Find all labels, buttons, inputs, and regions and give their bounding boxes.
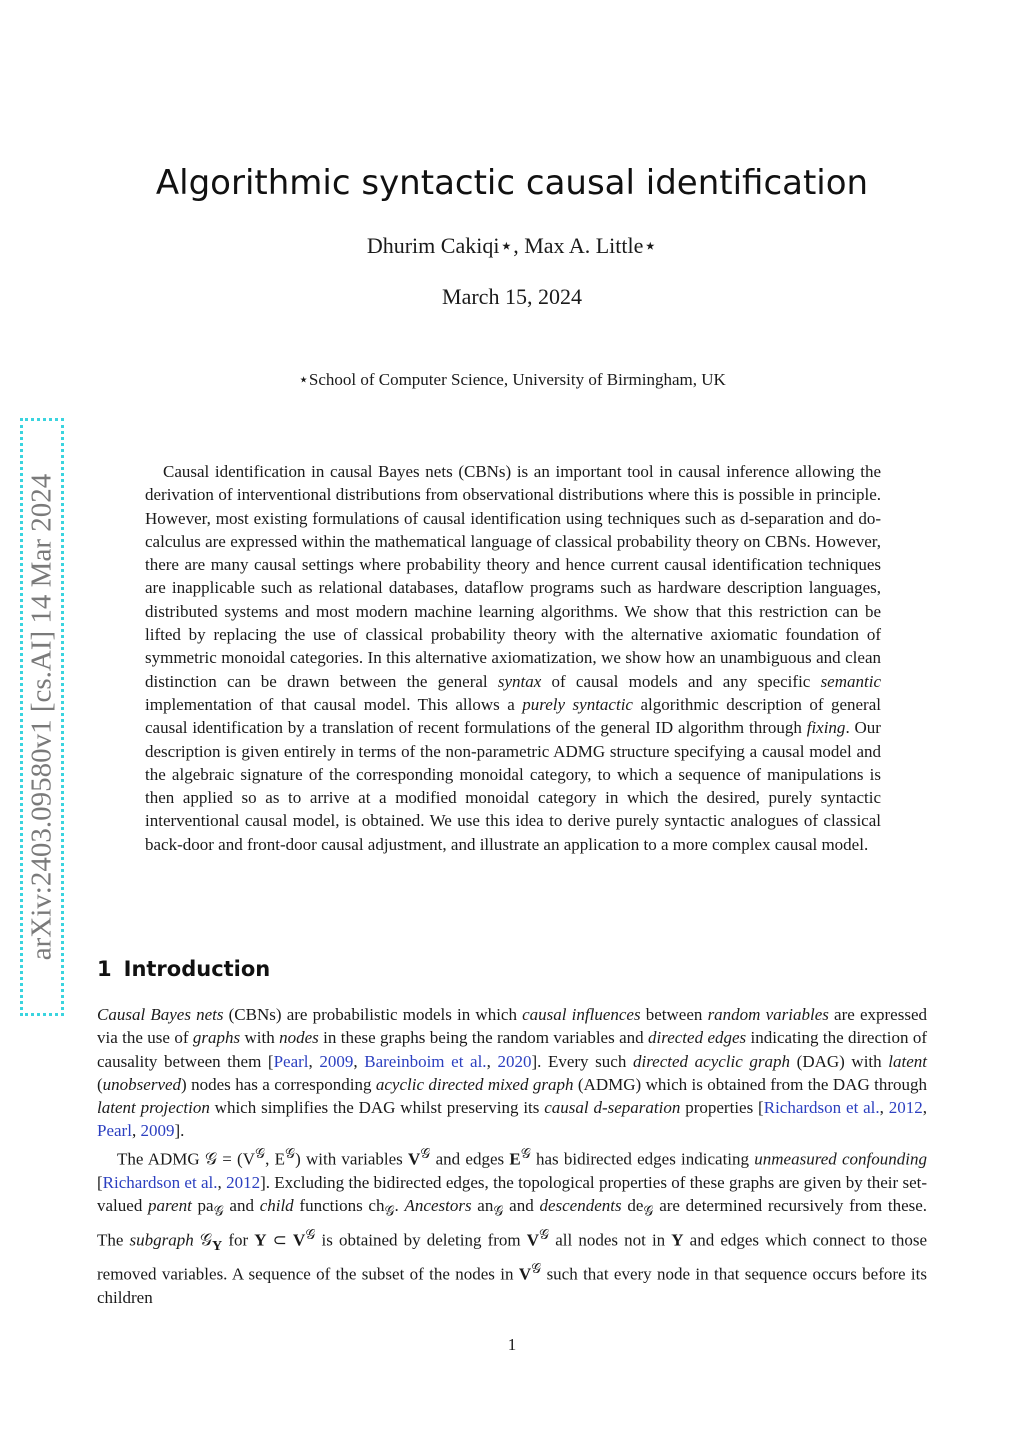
intro-paragraph-1: Causal Bayes nets (CBNs) are probabilistic models in which causal influences between random variables are expressed via the use of graphs with nodes in these graphs being the random variables and directed edges indicating the direction of causality between them [Pearl, 2009, Bareinboim et al., 2020]. Every such directed acyclic graph (DAG) with latent (unobserved) nodes has a corresponding acyclic directed mixed graph (ADMG) which is obtained from the DAG through latent projection which simplifies the DAG whilst preserving its causal d-separation properties [Richardson et al., 2012, Pearl, 2009]. xyxy=(97,1005,928,1141)
citation-link[interactable]: Richardson et al. xyxy=(102,1172,218,1192)
section-title: Introduction xyxy=(123,957,271,981)
arxiv-stamp-text: arXiv:2403.09580v1 [cs.AI] 14 Mar 2024 xyxy=(25,473,58,961)
citation-link[interactable]: Bareinboim et al. xyxy=(364,1051,487,1071)
citation-link[interactable]: 2009 xyxy=(140,1121,175,1141)
section-heading-introduction xyxy=(97,957,282,981)
citation-link[interactable]: Pearl xyxy=(273,1051,309,1071)
page-number: 1 xyxy=(507,1335,517,1354)
paper-authors: Dhurim Cakiqi⋆, Max A. Little⋆ xyxy=(366,233,658,258)
paper-title: Algorithmic syntactic causal identification xyxy=(155,163,869,203)
citation-link[interactable]: 2020 xyxy=(497,1051,532,1071)
citation-link[interactable]: Pearl xyxy=(97,1121,132,1141)
citation-link[interactable]: 2012 xyxy=(226,1172,261,1192)
paper-affiliation: ⋆School of Computer Science, University of Birmingham, UK xyxy=(298,370,726,389)
intro-paragraph-2: The ADMG 𝒢 = ($V^𝒢$, $E^𝒢$) with variables $V^𝒢$ and edges $E^𝒢$ has bidirected edges indicating unmeasured confounding [Richardson et al., 2012]. Excluding the bidirected edges, the topological properties of these graphs are given by their set-valued parent $pa_𝒢$ and child functions $ch_𝒢$. Ancestors $an_𝒢$ and descendents $de_𝒢$ are determined recursively from these. The subgraph 𝒢$_Y$ for Y ⊂ $V^𝒢$ is obtained by deleting from $V^𝒢$ all nodes not in Y and edges which connect to those removed variables. A sequence of the subset of the nodes in $V^𝒢$ such that every node in that sequence occurs before its children xyxy=(97,1145,928,1308)
citation-link[interactable]: 2012 xyxy=(888,1098,923,1118)
citation-link[interactable]: Richardson et al. xyxy=(763,1098,880,1118)
section-number: 1 xyxy=(97,957,112,981)
abstract-paragraph: Causal identification in causal Bayes nets (CBNs) is an important tool in causal inference allowing the derivation of interventional distributions from observational distributions where this is possible in principle. However, most existing formulations of causal identification using techniques such as d-separation and do-calculus are expressed within the mathematical language of classical probability theory on CBNs. However, there are many causal settings where probability theory and hence current causal identification techniques are inapplicable such as relational databases, dataflow programs such as hardware description languages, distributed systems and most modern machine learning algorithms. We show that this restriction can be lifted by replacing the use of classical probability theory with the alternative axiomatic foundation of symmetric monoidal categories. In this alternative axiomatization, we show how an unambiguous and clean distinction can be drawn between the general syntax of causal models and any specific semantic implementation of that causal model. This allows a purely syntactic algorithmic description of general causal identification by a translation of recent formulations of the general ID algorithm through fixing. Our description is given entirely in terms of the non-parametric ADMG structure specifying a causal model and the algebraic signature of the corresponding monoidal category, to which a sequence of manipulations is then applied so as to arrive at a modified monoidal category in which the desired, purely syntactic interventional causal model, is obtained. We use this idea to derive purely syntactic analogues of classical back-door and front-door causal adjustment, and illustrate an application to a more complex causal model. xyxy=(145,462,881,854)
citation-link[interactable]: 2009 xyxy=(319,1051,354,1071)
paper-date: March 15, 2024 xyxy=(442,284,582,309)
introduction-body xyxy=(97,1003,927,1309)
abstract xyxy=(145,460,881,856)
